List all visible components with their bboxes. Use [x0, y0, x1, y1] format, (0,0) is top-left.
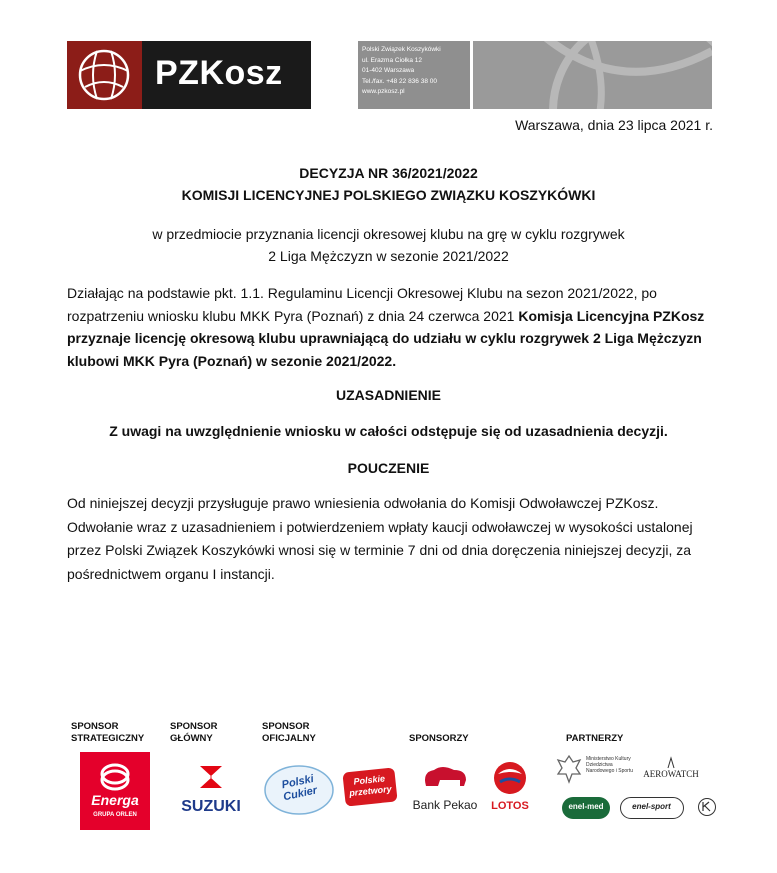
pzkosz-logo-text: PZKosz: [155, 54, 283, 92]
ministry-logo: [556, 754, 636, 788]
aerowatch-text: AEROWATCH: [643, 769, 699, 779]
enelsport-text: enel-sport: [632, 802, 671, 811]
label-line: SPONSOR: [262, 721, 310, 732]
strategic-sponsor-label: [71, 721, 144, 745]
org-city: 01-402 Warszawa: [362, 67, 415, 74]
label-line: SPONSOR: [170, 721, 218, 732]
partner-circle-icon: [698, 798, 716, 816]
justification-text: Z uwagi na uwzględnienie wniosku w całości odstępuje się od uzasadnienia decyzji.: [109, 423, 668, 439]
label-line: OFICJALNY: [262, 733, 316, 744]
enelmed-logo: [562, 797, 610, 819]
bank-pekao-text: Bank Pekao: [412, 798, 478, 812]
aerowatch-icon: [640, 756, 702, 770]
lotos-icon: [488, 760, 532, 796]
basketball-logo-icon: [67, 41, 142, 109]
energa-text: Energa: [91, 792, 139, 808]
polskie-przetwory-text: Polskie przetwory: [348, 773, 393, 799]
partners-label: PARTNERZY: [566, 733, 624, 744]
subject-line-1: w przedmiocie przyznania licencji okresowej klubu na grę w cyklu rozgrywek: [152, 226, 625, 242]
commission-name: KOMISJI LICENCYJNEJ POLSKIEGO ZWIĄZKU KOSZYKÓWKI: [181, 187, 596, 203]
bison-icon: [410, 762, 480, 794]
suzuki-logo: [170, 762, 252, 822]
main-sponsor-label: [170, 721, 218, 745]
energa-icon: [80, 756, 150, 796]
enelsport-logo: [620, 797, 684, 819]
polski-cukier-logo: [262, 760, 336, 818]
document-date: Warszawa, dnia 23 lipca 2021 r.: [515, 117, 713, 133]
official-sponsor-label: [262, 721, 316, 745]
sponsors-label: SPONSORZY: [409, 733, 469, 744]
subject-line-2: 2 Liga Mężczyzn w sezonie 2021/2022: [268, 248, 509, 264]
org-website: www.pzkosz.pl: [362, 88, 405, 95]
decision-number: DECYZJA NR 36/2021/2022: [299, 165, 478, 181]
label-line: GŁÓWNY: [170, 733, 213, 744]
org-street: ul. Erazma Ciołka 12: [362, 56, 422, 64]
decision-text: Działając na podstawie pkt. 1.1. Regulaminu Licencji Okresowej Klubu na sezon 2021/2022, po rozpatrzeniu wniosku klubu MKK Pyra (Poznań) z dnia 24 czerwca 2021: [67, 285, 657, 324]
aerowatch-logo: [640, 756, 702, 786]
org-phone: Tel./fax. +48 22 836 38 00: [362, 77, 437, 85]
polskie-przetwory-logo: [342, 767, 397, 806]
decision-bold-text: Komisja Licencyjna PZKosz przyznaje licencję okresową klubu uprawniającą do udziału w cyklu rozgrywek 2 Liga Mężczyzn klubowi MKK Pyra (Poznań) w sezonie 2021/2022.: [67, 307, 705, 369]
energa-logo: [80, 752, 150, 830]
org-name: Polski Związek Koszykówki: [362, 46, 441, 53]
eagle-emblem-icon: [556, 754, 582, 784]
ministry-text: Ministerstwo Kultury Dziedzictwa Narodowego i Sportu: [586, 756, 633, 774]
bank-pekao-logo: [410, 762, 480, 818]
label-line: SPONSOR: [71, 721, 119, 732]
lotos-text: LOTOS: [491, 800, 529, 812]
lotos-logo: [488, 760, 532, 818]
suzuki-text: SUZUKI: [181, 798, 241, 815]
energa-subtext: GRUPA ORLEN: [93, 812, 137, 818]
label-line: STRATEGICZNY: [71, 733, 145, 744]
suzuki-icon: [170, 762, 252, 798]
contact-info: [362, 45, 441, 98]
enelmed-text: enel-med: [568, 802, 604, 811]
justification-heading: UZASADNIENIE: [335, 387, 441, 403]
polski-cukier-text: Polski Cukier: [280, 772, 319, 804]
decision-paragraph: [67, 282, 713, 372]
instruction-heading: POUCZENIE: [347, 460, 430, 476]
instruction-text: Od niniejszej decyzji przysługuje prawo wniesienia odwołania do Komisji Odwoławczej PZKosz. Odwołanie wraz z uzasadnieniem i potwierdzeniem wpłaty kaucji odwoławczej w wysokości ustalonej przez Polski Związek Koszykówki wnosi się w terminie 7 dni od dnia doręczenia niniejszej decyzji, za pośrednictwem organu I instancji.: [67, 495, 693, 582]
